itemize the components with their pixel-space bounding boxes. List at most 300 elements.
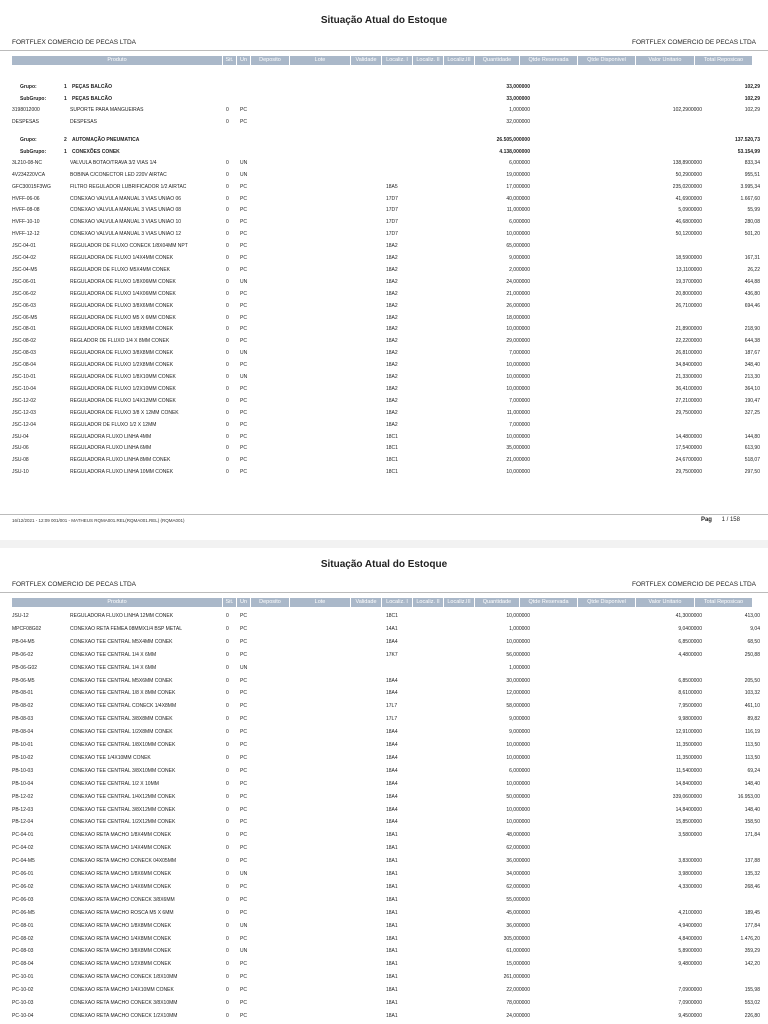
company-name-left: FORTFLEX COMERCIO DE PECAS LTDA (12, 39, 137, 46)
table-row[interactable] (12, 183, 760, 191)
situation: 0 (226, 767, 229, 774)
column-header-qtde-disponivel: Qtde Disponivel (578, 598, 635, 607)
table-row[interactable] (12, 195, 760, 203)
table-row[interactable] (12, 999, 760, 1007)
product-description: CONEXAO VALVULA MANUAL 3 VIAS UNIAO 08 (70, 207, 182, 214)
subgroup-row (12, 148, 760, 156)
quantity: 1,000000 (509, 625, 530, 632)
total-reposicao: 1.476,20 (740, 935, 760, 942)
unit-value: 24,6700000 (675, 457, 702, 464)
table-row[interactable] (12, 973, 760, 981)
total-reposicao: 148,40 (744, 806, 760, 813)
table-row[interactable] (12, 444, 760, 452)
total-reposicao: 364,10 (744, 385, 760, 392)
table-row[interactable] (12, 638, 760, 646)
product-description: CONEXAO VALVULA MANUAL 3 VIAS UNIAO 12 (70, 231, 182, 238)
total-reposicao: 464,88 (744, 278, 760, 285)
quantity: 18,000000 (506, 314, 530, 321)
table-row[interactable] (12, 625, 760, 633)
column-header-deposito: Deposito (251, 56, 289, 65)
group-total: 53.154,99 (737, 148, 760, 155)
total-reposicao: 113,50 (745, 754, 760, 761)
unit-value: 13,1100000 (675, 266, 702, 273)
group-quantity: 33,000000 (506, 96, 530, 102)
table-row[interactable] (12, 361, 760, 369)
table-row[interactable] (12, 818, 760, 826)
product-code: PC-04-01 (12, 832, 34, 839)
table-row[interactable] (12, 373, 760, 381)
table-row[interactable] (12, 728, 760, 736)
situation: 0 (226, 290, 229, 297)
product-code: PC-06-01 (12, 871, 34, 877)
company-name-left: FORTFLEX COMERCIO DE PECAS LTDA (12, 581, 137, 588)
table-row[interactable] (12, 922, 760, 930)
table-row[interactable] (12, 857, 760, 865)
quantity: 1,000000 (509, 107, 530, 113)
table-row[interactable] (12, 664, 760, 672)
product-code: PC-04-M5 (12, 858, 35, 865)
unit-value: 7,9500000 (678, 703, 702, 710)
total-reposicao: 142,20 (744, 961, 760, 968)
situation: 0 (226, 832, 229, 839)
quantity: 22,000000 (506, 987, 530, 994)
unit-value: 50,2900000 (675, 171, 702, 178)
unit-value: 3,8300000 (678, 858, 702, 865)
total-reposicao: 613,90 (744, 445, 760, 452)
column-header-produto: Produto (12, 56, 222, 65)
table-row[interactable] (12, 883, 760, 891)
situation: 0 (226, 107, 229, 113)
table-row[interactable] (12, 767, 760, 775)
situation: 0 (226, 421, 229, 428)
unit: PC (240, 409, 247, 416)
table-row[interactable] (12, 337, 760, 345)
total-reposicao: 955,51 (744, 171, 760, 178)
unit-value: 21,3300000 (675, 374, 702, 380)
location-1: 18A1 (386, 1000, 398, 1006)
product-description: CONEXAO TEE CENTRAL 1/8 X 8MM CONEK (70, 690, 176, 697)
table-row[interactable] (12, 254, 760, 262)
column-header-deposito: Deposito (251, 598, 289, 607)
table-row[interactable] (12, 266, 760, 274)
product-description: REGULADORA DE FLUXO 3/8 X 12MM CONEK (70, 409, 179, 416)
situation: 0 (226, 171, 229, 178)
product-code: PB-10-04 (12, 780, 34, 787)
quantity: 6,000000 (509, 767, 530, 774)
situation: 0 (226, 469, 229, 476)
table-row[interactable] (12, 325, 760, 333)
unit: PC (240, 974, 247, 981)
location-1: 18A2 (386, 385, 398, 392)
table-row[interactable] (12, 715, 760, 723)
quantity: 11,000000 (506, 207, 530, 214)
total-reposicao: 177,84 (744, 922, 760, 929)
location-1: 18A4 (386, 638, 398, 645)
unit-value: 17,5400000 (675, 445, 702, 452)
situation: 0 (226, 219, 229, 226)
location-1: 18A1 (386, 858, 398, 865)
table-row[interactable] (12, 314, 760, 322)
page-label: Pag (700, 517, 712, 523)
product-description: CONEXAO TEE CENTRAL M5X6MM CONEK (70, 677, 173, 684)
table-row[interactable] (12, 159, 760, 167)
quantity: 10,000000 (506, 231, 530, 238)
location-1: 17D7 (386, 219, 398, 226)
unit: PC (240, 243, 247, 250)
table-row[interactable] (12, 754, 760, 762)
table-row[interactable] (12, 218, 760, 226)
table-row[interactable] (12, 935, 760, 943)
unit: PC (240, 338, 247, 345)
product-description: REGULADORA DE FLUXO 1/2X10MM CONEK (70, 385, 176, 392)
product-code: PC-06-M5 (12, 909, 35, 916)
total-reposicao: 1.667,60 (740, 195, 760, 202)
table-row[interactable] (12, 793, 760, 801)
total-reposicao: 137,88 (744, 858, 760, 865)
table-row[interactable] (12, 947, 760, 955)
product-description: REGULADORA DE FLUXO 1/4X12MM CONEK (70, 397, 176, 404)
unit: PC (240, 397, 247, 404)
unit: PC (240, 703, 247, 710)
product-code: PB-04-M5 (12, 638, 35, 645)
product-code: PC-08-02 (12, 935, 34, 942)
product-description: CONEXAO RETA MACHO CONECK 3/8X10MM (70, 1000, 178, 1006)
table-row[interactable] (12, 844, 760, 852)
situation: 0 (226, 374, 229, 380)
table-row[interactable] (12, 230, 760, 238)
quantity: 36,000000 (506, 858, 530, 865)
table-row[interactable] (12, 171, 760, 179)
unit-value: 9,4800000 (678, 961, 702, 968)
product-code: JSC-10-01 (12, 374, 36, 380)
location-1: 18A1 (386, 974, 398, 981)
situation: 0 (226, 716, 229, 723)
situation: 0 (226, 677, 229, 684)
unit-value: 8,6100000 (678, 690, 702, 697)
unit: PC (240, 421, 247, 428)
table-row[interactable] (12, 349, 760, 357)
situation: 0 (226, 1000, 229, 1006)
table-row[interactable] (12, 242, 760, 250)
group-name: PEÇAS BALCÃO (72, 96, 113, 102)
unit-value: 7,0900000 (678, 987, 702, 994)
group-total: 102,29 (744, 84, 760, 90)
product-code: PC-06-02 (12, 883, 34, 890)
table-row[interactable] (12, 896, 760, 904)
unit: PC (240, 445, 247, 452)
product-description: CONEXAO RETA MACHO 1/4X10MM CONEK (70, 987, 174, 994)
unit-value: 9,9800000 (678, 716, 702, 723)
table-row[interactable] (12, 206, 760, 214)
quantity: 2,000000 (509, 266, 530, 273)
unit: PC (240, 883, 247, 890)
total-reposicao: 135,32 (744, 871, 760, 877)
report-footer-meta: 16/12/2021 - 12:09 001/001 - MATHEUS RQMA001.REL(RQMA001.REL) (RQMA001) (12, 518, 185, 523)
table-row[interactable] (12, 741, 760, 749)
total-reposicao: 113,50 (745, 742, 760, 748)
table-row[interactable] (12, 986, 760, 994)
pagination (701, 517, 740, 523)
location-1: 18A2 (386, 421, 398, 428)
location-1: 18A1 (386, 961, 398, 968)
total-reposicao: 280,08 (744, 219, 760, 226)
unit-value: 14,8400000 (675, 806, 702, 813)
situation: 0 (226, 664, 229, 671)
product-code: JSC-04-M5 (12, 266, 38, 273)
situation: 0 (226, 278, 229, 285)
quantity: 10,000000 (506, 374, 530, 380)
quantity: 9,000000 (509, 729, 530, 736)
quantity: 61,000000 (506, 948, 530, 955)
group-name: PEÇAS BALCÃO (72, 84, 113, 90)
unit: PC (240, 716, 247, 723)
quantity: 21,000000 (506, 290, 530, 297)
product-description: DESPESAS (70, 118, 97, 125)
product-description: REGULADORA DE FLUXO 1/8X10MM CONEK (70, 374, 176, 380)
quantity: 10,000000 (506, 385, 530, 392)
table-row[interactable] (12, 780, 760, 788)
situation: 0 (226, 935, 229, 942)
total-reposicao: 327,25 (744, 409, 760, 416)
column-header-qtde-reservada: Qtde Reservada (520, 598, 577, 607)
product-description: CONEXAO TEE CENTRAL 1/2X8MM CONEK (70, 729, 173, 736)
product-description: REGULADOR DE FLUXO M5X4MM CONEK (70, 266, 171, 273)
quantity: 62,000000 (506, 845, 530, 852)
total-reposicao: 413,00 (744, 613, 760, 619)
product-code: HVFF-10-10 (12, 219, 40, 226)
table-row[interactable] (12, 909, 760, 917)
unit: PC (240, 107, 247, 113)
total-reposicao: 69,24 (747, 767, 760, 774)
table-row[interactable] (12, 870, 760, 878)
situation: 0 (226, 302, 229, 309)
location-1: 17D7 (386, 231, 398, 238)
total-reposicao: 833,34 (744, 159, 760, 166)
product-description: CONEXAO TEE CENTRAL 1/4X12MM CONEK (70, 793, 176, 800)
total-reposicao: 68,50 (747, 638, 760, 645)
total-reposicao: 190,47 (744, 397, 760, 404)
column-header-quantidade: Quantidade (475, 598, 519, 607)
unit-value: 27,2100000 (675, 397, 702, 404)
table-row[interactable] (12, 456, 760, 464)
table-row[interactable] (12, 702, 760, 710)
situation: 0 (226, 231, 229, 238)
table-row[interactable] (12, 278, 760, 286)
unit: PC (240, 832, 247, 839)
unit: PC (240, 314, 247, 321)
product-description: CONEXAO RETA MACHO 1/4X8MM CONEK (70, 935, 172, 942)
unit: PC (240, 742, 247, 748)
unit: PC (240, 207, 247, 214)
location-1: 18A1 (386, 871, 398, 877)
group-name: CONEXÕES CONEK (72, 148, 120, 155)
situation: 0 (226, 754, 229, 761)
product-code: JSC-08-02 (12, 338, 36, 345)
unit-value: 4,9400000 (678, 922, 702, 929)
unit-value: 339,0600000 (672, 793, 702, 800)
unit: UN (240, 948, 248, 955)
total-reposicao: 55,99 (747, 207, 760, 214)
total-reposicao: 250,88 (744, 651, 760, 658)
total-reposicao: 89,82 (747, 716, 760, 723)
table-row[interactable] (12, 806, 760, 814)
table-row[interactable] (12, 960, 760, 968)
product-code: PB-12-03 (12, 806, 34, 813)
quantity: 6,000000 (509, 159, 530, 166)
total-reposicao: 158,50 (744, 819, 760, 826)
group-number: 2 (64, 136, 67, 143)
situation: 0 (226, 457, 229, 464)
table-row[interactable] (12, 612, 760, 620)
situation: 0 (226, 651, 229, 658)
table-row[interactable] (12, 689, 760, 697)
situation: 0 (226, 703, 229, 710)
location-1: 18A2 (386, 338, 398, 345)
situation: 0 (226, 974, 229, 981)
unit: PC (240, 987, 247, 994)
unit-value: 4,4800000 (678, 651, 702, 658)
table-row[interactable] (12, 831, 760, 839)
situation: 0 (226, 326, 229, 333)
location-1: 18A5 (386, 183, 398, 190)
product-code: MPCF08G02 (12, 625, 42, 632)
location-1: 18A2 (386, 409, 398, 416)
total-reposicao: 116,19 (745, 729, 760, 736)
product-description: REGULADORA DE FLUXO 1/4X4MM CONEK (70, 255, 174, 261)
location-1: 18A4 (386, 780, 398, 787)
unit: UN (240, 871, 248, 877)
total-reposicao: 268,46 (744, 883, 760, 890)
unit: PC (240, 302, 247, 309)
product-code: PC-08-03 (12, 948, 34, 955)
unit: PC (240, 195, 247, 202)
location-1: 18A2 (386, 255, 398, 261)
situation: 0 (226, 871, 229, 877)
unit: UN (240, 278, 248, 285)
product-code: PC-10-03 (12, 1000, 34, 1006)
unit: PC (240, 780, 247, 787)
table-row[interactable] (12, 397, 760, 405)
unit-value: 29,7500000 (675, 469, 702, 476)
table-row[interactable] (12, 677, 760, 685)
quantity: 10,000000 (506, 754, 530, 761)
table-row[interactable] (12, 433, 760, 441)
column-header-quantidade: Quantidade (475, 56, 519, 65)
column-header-localiz-ii: Localiz. II (413, 598, 443, 607)
product-code: JSU-10 (12, 469, 29, 476)
group-row (12, 136, 760, 144)
table-row[interactable] (12, 290, 760, 298)
location-1: 18A1 (386, 909, 398, 916)
company-header (12, 581, 756, 588)
table-row[interactable] (12, 302, 760, 310)
product-code: JSU-06 (12, 445, 29, 452)
group-label: Grupo: (20, 84, 37, 90)
total-reposicao: 167,31 (744, 255, 760, 261)
group-label: Grupo: (20, 136, 37, 143)
location-1: 18A2 (386, 278, 398, 285)
unit: PC (240, 183, 247, 190)
table-row[interactable] (12, 118, 760, 126)
product-code: JSC-12-03 (12, 409, 36, 416)
unit: PC (240, 806, 247, 813)
unit-value: 5,8900000 (678, 948, 702, 955)
group-name: AUTOMAÇÃO PNEUMATICA (72, 136, 140, 143)
table-row[interactable] (12, 468, 760, 476)
quantity: 34,000000 (506, 871, 530, 877)
company-name-right: FORTFLEX COMERCIO DE PECAS LTDA (631, 581, 756, 588)
location-1: 18A2 (386, 362, 398, 369)
product-code: JSC-04-01 (12, 243, 36, 250)
product-code: PB-06-02 (12, 651, 34, 658)
table-row[interactable] (12, 106, 760, 114)
total-reposicao: 226,80 (744, 1012, 760, 1019)
product-code: PB-10-03 (12, 767, 34, 774)
product-code: 4V234220VCA (12, 171, 46, 178)
unit: PC (240, 385, 247, 392)
location-1: 14A1 (386, 625, 398, 632)
product-code: DESPESAS (12, 118, 39, 125)
product-code: 3L210-08-NC (12, 159, 43, 166)
unit: UN (240, 159, 248, 166)
table-row[interactable] (12, 421, 760, 429)
total-reposicao: 644,38 (744, 338, 760, 345)
table-row[interactable] (12, 1012, 760, 1020)
product-code: PB-08-03 (12, 716, 34, 723)
table-row[interactable] (12, 385, 760, 393)
total-reposicao: 16.953,00 (737, 793, 760, 800)
location-1: 17D7 (386, 207, 398, 214)
group-row (12, 83, 760, 91)
column-header-lote: Lote (290, 56, 350, 65)
product-description: CONEXAO TEE CENTRAL 1/4 X 6MM (70, 664, 157, 671)
situation: 0 (226, 819, 229, 826)
quantity: 62,000000 (506, 883, 530, 890)
unit-value: 4,2100000 (678, 909, 702, 916)
unit-value: 20,8000000 (675, 290, 702, 297)
table-row[interactable] (12, 651, 760, 659)
product-code: JSC-06-03 (12, 302, 36, 309)
product-description: CONEXAO RETA MACHO CONECK 1/8X10MM (70, 974, 178, 981)
group-total: 137.520,73 (734, 136, 760, 143)
quantity: 10,000000 (506, 433, 530, 440)
product-description: CONEXAO VALVULA MANUAL 3 VIAS UNIAO 10 (70, 219, 182, 226)
total-reposicao: 148,40 (744, 780, 760, 787)
product-description: CONEXAO TEE CENTRAL 1/2X12MM CONEK (70, 819, 176, 826)
column-header-qtde-disponivel: Qtde Disponivel (578, 56, 635, 65)
situation: 0 (226, 385, 229, 392)
group-quantity: 4.138,000000 (499, 148, 530, 155)
product-description: REGULADORA FLUXO LINHA 8MM CONEK (70, 457, 171, 464)
unit-value: 46,6800000 (675, 219, 702, 226)
location-1: 18A2 (386, 314, 398, 321)
column-header-localiz-iii: Localiz.III (444, 56, 474, 65)
product-description: CONEXAO VALVULA MANUAL 3 VIAS UNIAO 06 (70, 195, 182, 202)
product-description: REGULADORA DE FLUXO 3/8X8MM CONEK (70, 350, 174, 357)
product-code: PB-12-04 (12, 819, 34, 826)
unit: PC (240, 909, 247, 916)
unit: UN (240, 350, 248, 357)
divider (0, 514, 768, 515)
product-description: REGULADORA DE FLUXO 1/2X8MM CONEK (70, 362, 174, 369)
unit: PC (240, 638, 247, 645)
column-header-valor-unitario: Valor Unitario (636, 598, 694, 607)
location-1: 18A1 (386, 845, 398, 852)
table-row[interactable] (12, 409, 760, 417)
product-description: REGULADORA DE FLUXO 3/8X6MM CONEK (70, 302, 174, 309)
situation: 0 (226, 243, 229, 250)
situation: 0 (226, 118, 229, 125)
